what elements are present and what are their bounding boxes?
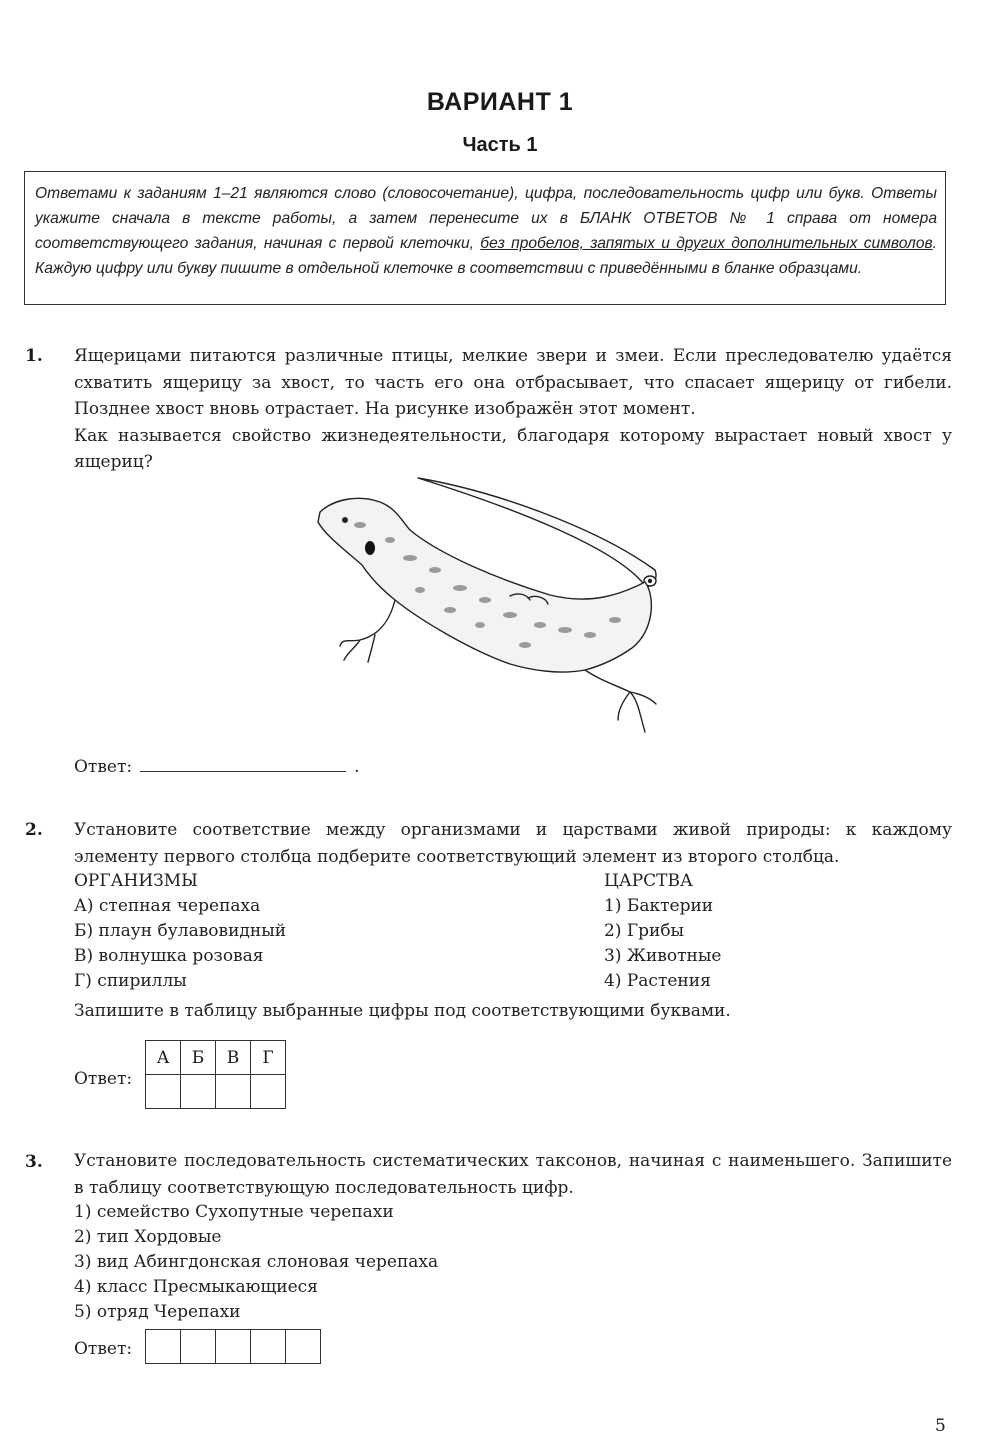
- question-1-number: 1.: [25, 346, 43, 366]
- organism-item: Б) плаун булавовидный: [74, 921, 287, 941]
- taxon-item: 2) тип Хордовые: [74, 1227, 222, 1247]
- question-1-answer-field[interactable]: [140, 757, 346, 772]
- hind-leg: [585, 670, 656, 732]
- answer-cell[interactable]: [146, 1330, 181, 1364]
- question-3-answer-label: Ответ:: [74, 1339, 133, 1359]
- part-title: Часть 1: [462, 134, 538, 156]
- instructions-text: Ответами к заданиям 1–21 являются слово (словосочетание), цифра, последовательность цифр или букв. Ответы укажите сначала в тексте работы, а затем перенесите их в БЛАНК ОТВЕТОВ № 1 справа от номера соответствующего задания, начиная с первой клеточки,: [35, 185, 937, 252]
- front-leg: [340, 600, 395, 662]
- table-header-v: В: [216, 1041, 251, 1075]
- question-2-number: 2.: [25, 820, 43, 840]
- answer-cell[interactable]: [251, 1330, 286, 1364]
- instructions-underlined: без пробелов, запятых и других дополнительных символов: [480, 235, 933, 252]
- organism-item: Г) спириллы: [74, 971, 187, 991]
- variant-title: ВАРИАНТ 1: [426, 88, 574, 116]
- answer-cell[interactable]: [216, 1330, 251, 1364]
- lizard-body: [318, 498, 651, 672]
- answer-cell[interactable]: [146, 1075, 181, 1109]
- organism-item: В) волнушка розовая: [74, 946, 264, 966]
- question-1-answer: [74, 757, 360, 777]
- answer-cell[interactable]: [286, 1330, 321, 1364]
- kingdom-item: 3) Животные: [604, 946, 722, 966]
- question-1-answer-end: .: [354, 757, 360, 777]
- kingdom-item: 4) Растения: [604, 971, 711, 991]
- instructions-box: [24, 171, 946, 305]
- taxon-item: 5) отряд Черепахи: [74, 1302, 241, 1322]
- answer-cell[interactable]: [251, 1075, 286, 1109]
- organisms-header: ОРГАНИЗМЫ: [74, 871, 198, 891]
- table-header-a: А: [146, 1041, 181, 1075]
- table-header-b: Б: [181, 1041, 216, 1075]
- table-header-g: Г: [251, 1041, 286, 1075]
- question-1-question: Как называется свойство жизнедеятельности, благодаря которому вырастает новый хвост у ящериц?: [74, 425, 952, 472]
- kingdom-item: 1) Бактерии: [604, 896, 714, 916]
- lizard-eye: [342, 517, 348, 523]
- question-1-answer-label: Ответ:: [74, 757, 133, 777]
- answer-cell[interactable]: [181, 1330, 216, 1364]
- question-2-answer-label: Ответ:: [74, 1069, 133, 1089]
- question-2-instruction: Запишите в таблицу выбранные цифры под соответствующими буквами.: [74, 1001, 731, 1021]
- question-3-answer-table: [145, 1329, 321, 1364]
- question-3-number: 3.: [25, 1152, 43, 1172]
- taxon-item: 1) семейство Сухопутные черепахи: [74, 1202, 394, 1222]
- kingdoms-header: ЦАРСТВА: [604, 871, 693, 891]
- question-2-text: Установите соответствие между организмами и царствами живой природы: к каждому элементу первого столбца подберите соответствующий элемент из второго столбца.: [74, 820, 952, 867]
- question-1-text: [74, 343, 952, 476]
- question-3-text: Установите последовательность систематических таксонов, начиная с наименьшего. Запишите в таблицу соответствующую последовательность цифр.: [74, 1151, 952, 1198]
- taxon-item: 4) класс Пресмыкающиеся: [74, 1277, 318, 1297]
- question-2-answer-table: [145, 1040, 286, 1109]
- answer-cell[interactable]: [216, 1075, 251, 1109]
- answer-cell[interactable]: [181, 1075, 216, 1109]
- taxon-item: 3) вид Абингдонская слоновая черепаха: [74, 1252, 439, 1272]
- lizard-illustration: [300, 470, 670, 745]
- organism-item: А) степная черепаха: [74, 896, 261, 916]
- instructions-text-end: . Каждую цифру или букву пишите в отдельной клеточке в соответствии с приведёнными в бланке образцами.: [35, 235, 937, 277]
- page-number: 5: [935, 1416, 946, 1436]
- question-1-paragraph: Ящерицами питаются различные птицы, мелкие звери и змеи. Если преследователю удаётся схватить ящерицу за хвост, то часть его она отбрасывает, что спасает ящерицу от гибели. Позднее хвост вновь отрастает. На рисунке изображён этот момент.: [74, 346, 952, 419]
- kingdom-item: 2) Грибы: [604, 921, 685, 941]
